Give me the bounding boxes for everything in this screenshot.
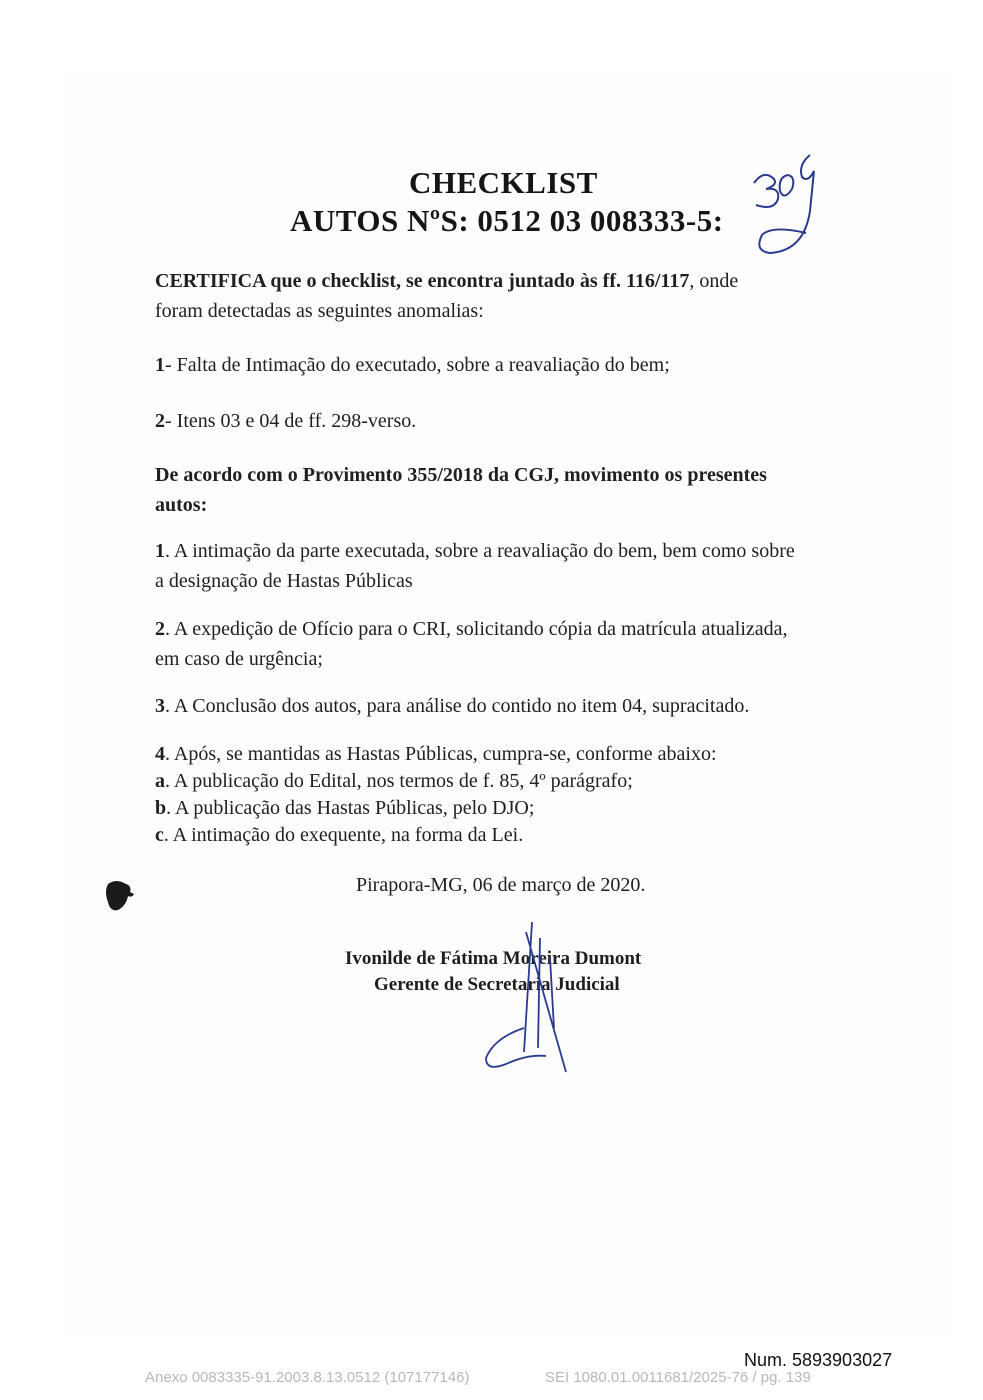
annex-reference: Anexo 0083335-91.2003.8.13.0512 (107177146): [145, 1369, 470, 1386]
subitem-text: . A publicação do Edital, nos termos de f. 85, 4º parágrafo;: [165, 770, 633, 792]
anomalia-number: 2: [155, 410, 165, 432]
item-1: [155, 536, 870, 596]
item-text: . A Conclusão dos autos, para análise do contido no item 04, supracitado.: [165, 695, 750, 717]
certifica-paragraph: [155, 266, 870, 326]
anomalia-1: [155, 350, 870, 380]
anomalia-text: - Itens 03 e 04 de ff. 298-verso.: [165, 410, 417, 432]
autos-number: AUTOS NºS: 0512 03 008333-5:: [290, 203, 724, 238]
item-number: 2: [155, 618, 165, 640]
subitem-letter: c: [155, 824, 164, 846]
item-text-continued: a designação de Hastas Públicas: [155, 570, 413, 592]
item-3: [155, 691, 870, 721]
signatory-name: Ivonilde de Fátima Moreira Dumont: [345, 948, 642, 969]
provimento-line2: autos:: [155, 494, 208, 516]
certifica-rest: , onde: [689, 270, 739, 292]
item-text: . A expedição de Ofício para o CRI, solicitando cópia da matrícula atualizada,: [165, 618, 788, 640]
subitem-text: . A publicação das Hastas Públicas, pelo DJO;: [166, 797, 535, 819]
anomalia-text: - Falta de Intimação do executado, sobre a reavaliação do bem;: [165, 354, 670, 376]
item-2: [155, 614, 870, 674]
subitem-letter: b: [155, 797, 167, 819]
subitem-letter: a: [155, 770, 165, 792]
provimento-paragraph: [155, 460, 870, 520]
item-number: 3: [155, 695, 165, 717]
document-number: Num. 5893903027: [744, 1350, 893, 1370]
subitem-b: [155, 795, 870, 822]
item-text: . A intimação da parte executada, sobre a reavaliação do bem, bem como sobre: [165, 540, 795, 562]
subitem-a: [155, 768, 870, 795]
item-number: 1: [155, 540, 165, 562]
ink-blot-mark: [104, 878, 136, 912]
date-line: Pirapora-MG, 06 de março de 2020.: [356, 874, 646, 896]
signatory-role: Gerente de Secretaria Judicial: [374, 974, 620, 995]
anomalia-number: 1: [155, 354, 165, 376]
handwritten-signature: [480, 918, 590, 1088]
subitem-c: [155, 822, 870, 849]
anomalia-2: [155, 406, 870, 436]
sei-reference: SEI 1080.01.0011681/2025-76 / pg. 139: [545, 1369, 811, 1386]
item-text: . Após, se mantidas as Hastas Públicas, cumpra-se, conforme abaixo:: [165, 743, 717, 765]
certifica-bold: CERTIFICA que o checklist, se encontra juntado às ff. 116/117: [155, 270, 690, 292]
item-number: 4: [155, 743, 165, 765]
certifica-line2: foram detectadas as seguintes anomalias:: [155, 300, 484, 322]
subitem-text: . A intimação do exequente, na forma da Lei.: [163, 824, 524, 846]
item-4: [155, 741, 870, 849]
item-text-continued: em caso de urgência;: [155, 648, 323, 670]
provimento-line1: De acordo com o Provimento 355/2018 da CGJ, movimento os presentes: [155, 464, 767, 486]
handwritten-page-number: [740, 145, 830, 255]
document-title: CHECKLIST: [409, 165, 598, 200]
